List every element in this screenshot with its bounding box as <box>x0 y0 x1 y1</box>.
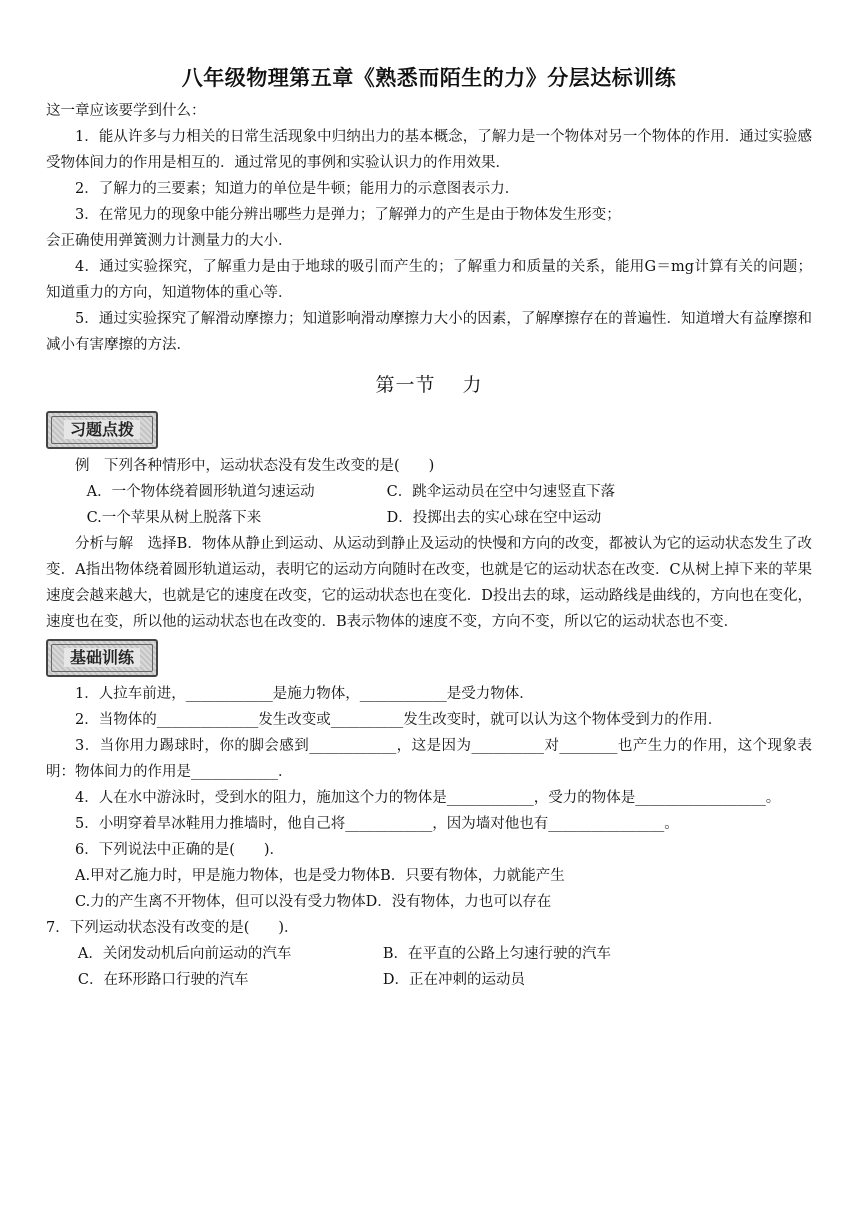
question-7-option-a: A．关闭发动机后向前运动的汽车 <box>77 946 292 962</box>
question-6-options-ab: A.甲对乙施力时，甲是施力物体，也是受力物体B．只要有物体，力就能产生 <box>75 868 565 884</box>
intro-item-4: 4．通过实验探究，了解重力是由于地球的吸引而产生的；了解重力和质量的关系，能用G＝mg计算有关的问题；知道重力的方向，知道物体的重心等． <box>46 259 812 301</box>
question-7-options-row-2 <box>46 967 812 993</box>
intro-item-2: 2．了解力的三要素；知道力的单位是牛顿；能用力的示意图表示力． <box>75 181 520 197</box>
question-6-options-cd: C.力的产生离不开物体，但可以没有受力物体D．没有物体，力也可以存在 <box>75 894 552 910</box>
intro-item-3-cont: 会正确使用弹簧测力计测量力的大小． <box>46 233 293 249</box>
intro-item-5: 5．通过实验探究了解滑动摩擦力；知道影响滑动摩擦力大小的因素，了解摩擦存在的普遍性．知道增大有益摩擦和减小有害摩擦的方法． <box>46 311 812 353</box>
exercise-tips-badge: 习题点拨 <box>46 411 158 449</box>
section-title: 第一节 力 <box>375 374 483 396</box>
question-7-option-b: B．在平直的公路上匀速行驶的汽车 <box>382 946 612 962</box>
question-5: 5．小明穿着旱冰鞋用力推墙时，他自己将____________，因为墙对他也有________________。 <box>75 816 679 832</box>
example-options-row-1 <box>46 479 812 505</box>
question-7-option-d: D．正在冲刺的运动员 <box>382 972 526 988</box>
question-6: 6．下列说法中正确的是( )． <box>75 842 285 858</box>
example-option-c: C．跳伞运动员在空中匀速竖直下落 <box>386 484 616 500</box>
intro-item-3: 3．在常见力的现象中能分辨出哪些力是弹力；了解弹力的产生是由于物体发生形变； <box>75 207 621 223</box>
question-2: 2．当物体的______________发生改变或__________发生改变时，就可以认为这个物体受到力的作用． <box>75 712 723 728</box>
document-page <box>46 62 812 993</box>
example-option-c2: C.一个苹果从树上脱落下来 <box>86 510 262 526</box>
example-stem: 例 下列各种情形中，运动状态没有发生改变的是( ) <box>75 458 435 474</box>
example-options-row-2 <box>46 505 812 531</box>
question-7: 7．下列运动状态没有改变的是( )． <box>46 920 299 936</box>
question-7-option-c: C．在环形路口行驶的汽车 <box>77 972 249 988</box>
question-7-options-row-1 <box>46 941 812 967</box>
basic-training-badge: 基础训练 <box>46 639 158 677</box>
example-option-a: A．一个物体绕着圆形轨道匀速运动 <box>86 484 315 500</box>
intro-item-1: 1．能从许多与力相关的日常生活现象中归纳出力的基本概念，了解力是一个物体对另一个物体的作用．通过实验感受物体间力的作用是相互的．通过常见的事例和实验认识力的作用效果． <box>46 129 812 171</box>
question-3: 3．当你用力踢球时，你的脚会感到____________，这是因为__________对________也产生力的作用，这个现象表明：物体间力的作用是____________． <box>46 738 812 780</box>
document-title: 八年级物理第五章《熟悉而陌生的力》分层达标训练 <box>181 65 677 90</box>
example-option-d: D．投掷出去的实心球在空中运动 <box>386 510 602 526</box>
question-4: 4．人在水中游泳时，受到水的阻力，施加这个力的物体是____________，受力的物体是__________________。 <box>75 790 781 806</box>
example-analysis: 分析与解 选择B．物体从静止到运动、从运动到静止及运动的快慢和方向的改变，都被认为它的运动状态发生了改变．A指出物体绕着圆形轨道运动，表明它的运动方向随时在改变，也就是它的运动状态在改变．C从树上掉下来的苹果速度会越来越大，也就是它的速度在改变，它的运动状态也在变化．D投出去的球，运动路线是曲线的，方向也在变化，速度也在变，所以他的运动状态也在改变的．B表示物体的速度不变，方向不变，所以它的运动状态也不变． <box>46 536 812 630</box>
intro-heading: 这一章应该要学到什么： <box>46 103 206 119</box>
question-1: 1．人拉车前进，____________是施力物体，____________是受力物体． <box>75 686 534 702</box>
